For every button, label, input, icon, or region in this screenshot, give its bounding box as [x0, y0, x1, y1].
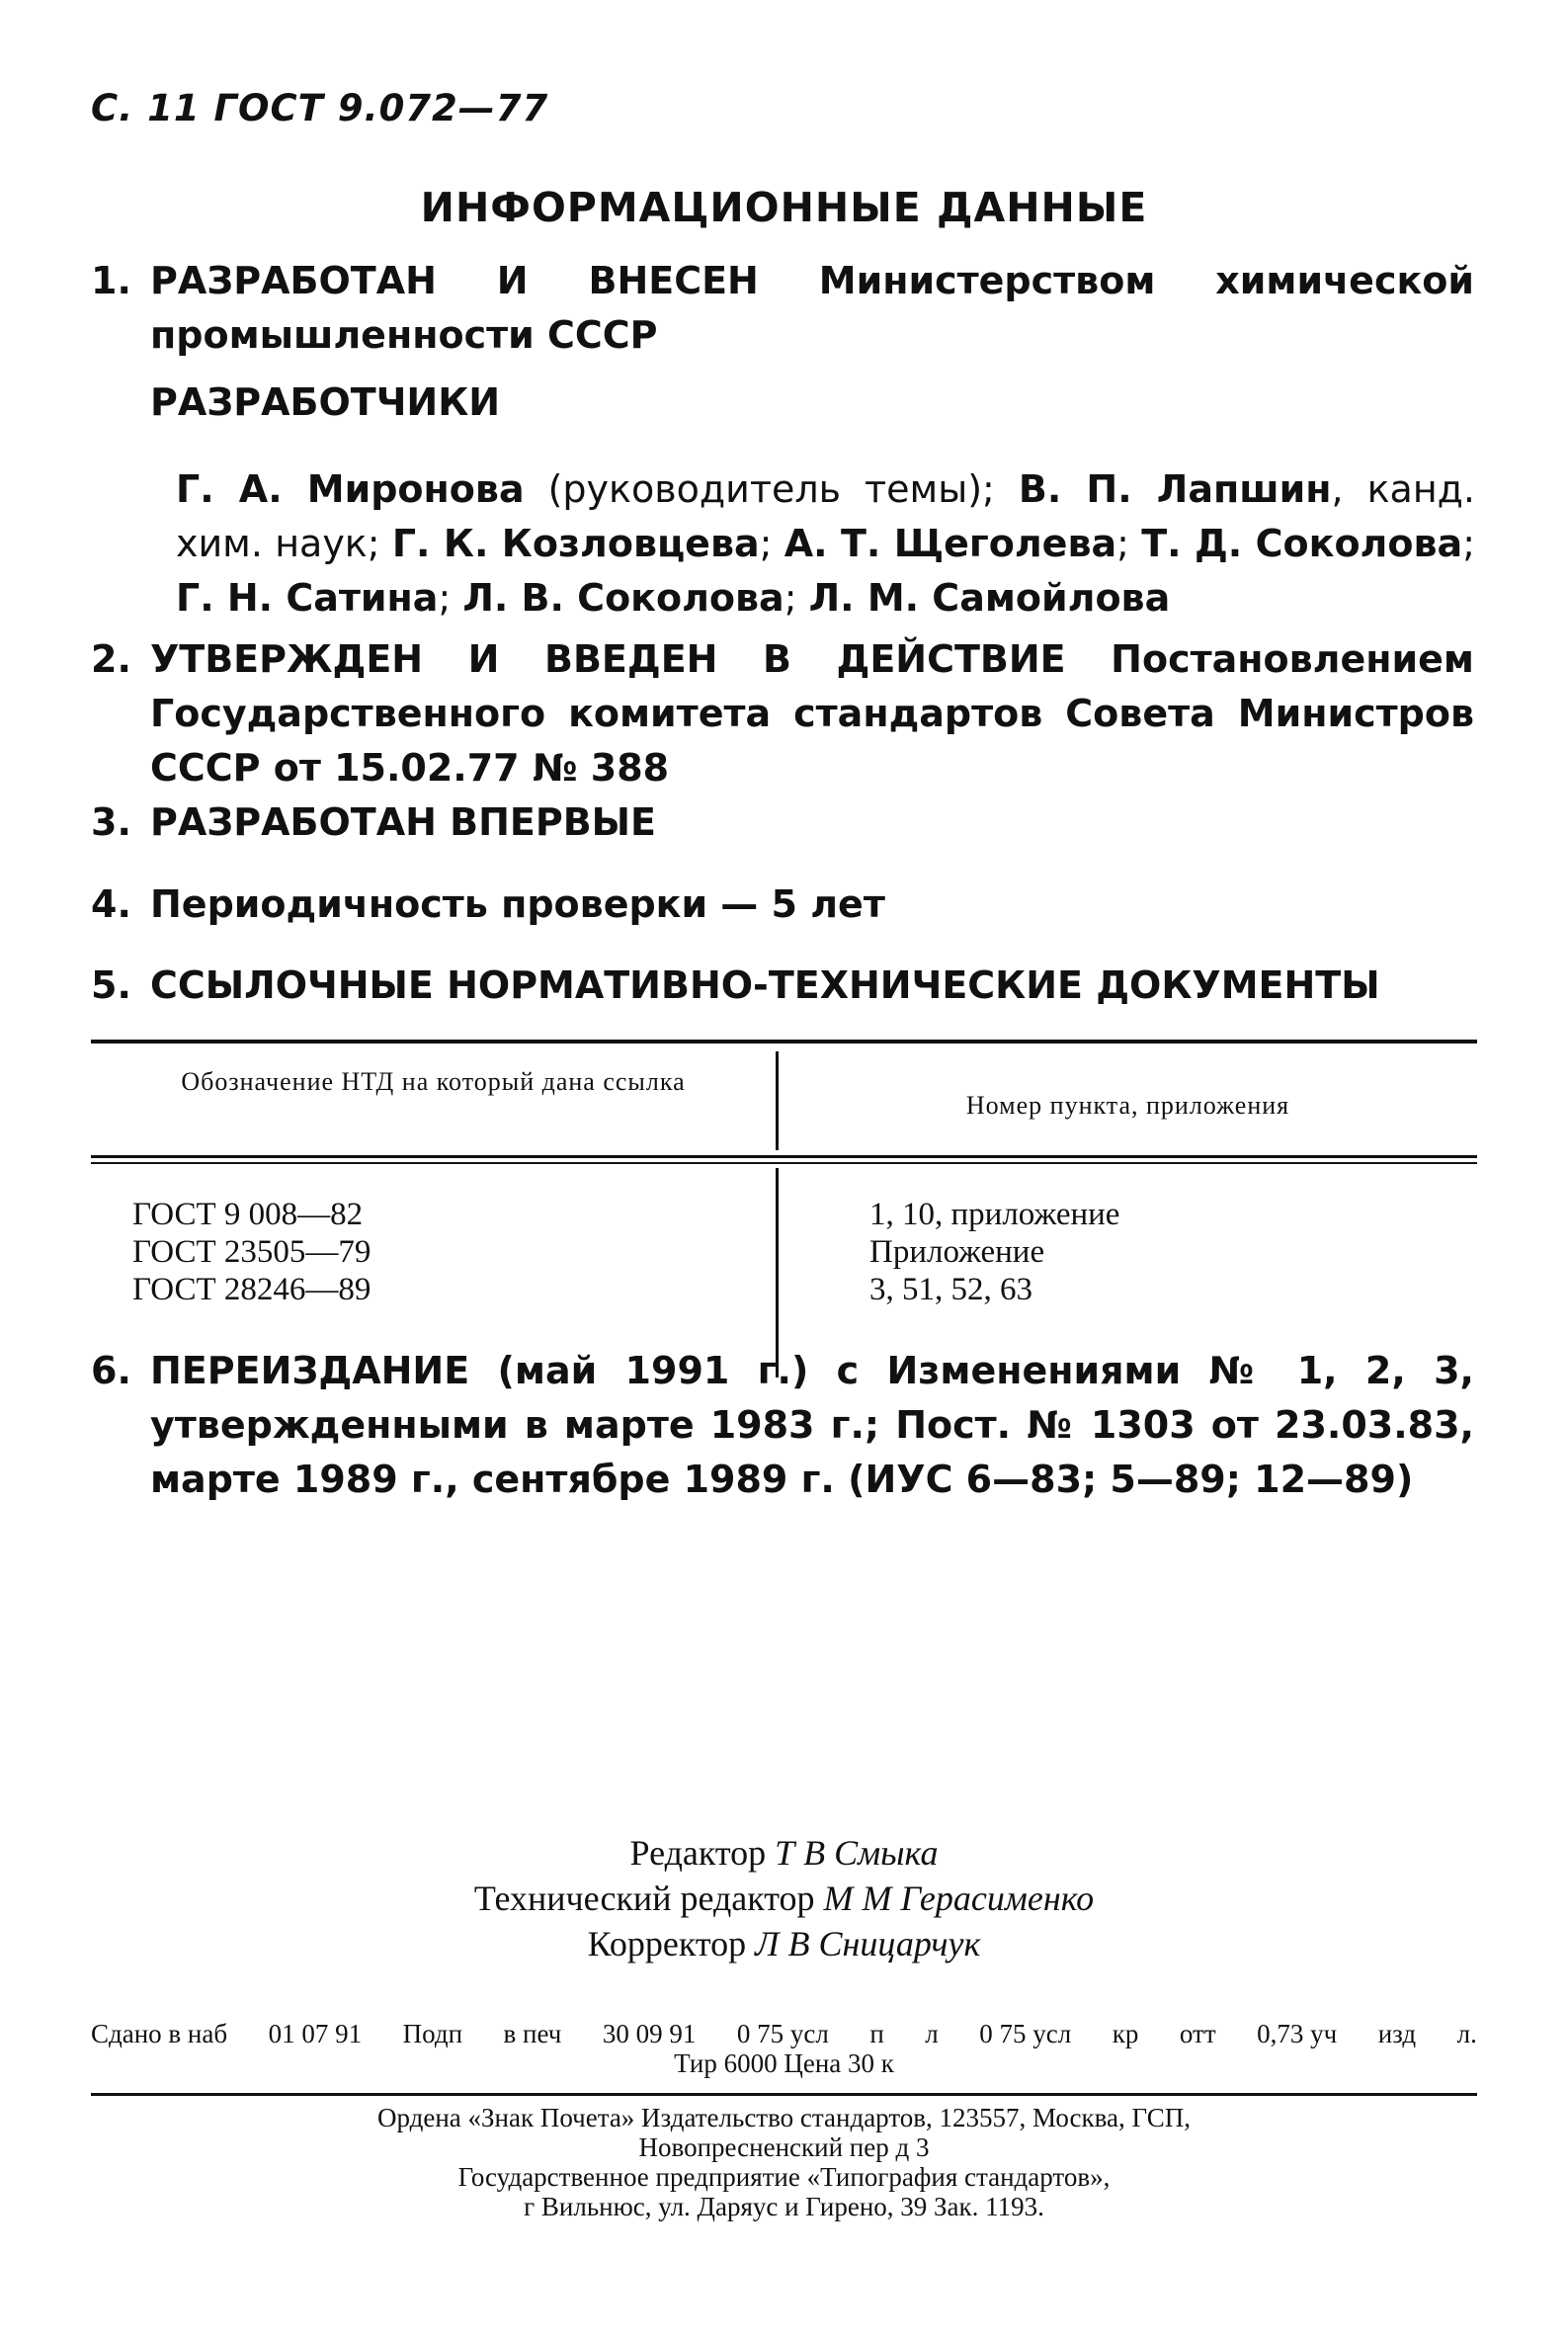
publisher-line: Ордена «Знак Почета» Издательство стандартов, 123557, Москва, ГСП, [376, 2103, 1192, 2132]
credit-role: Редактор [629, 1833, 767, 1873]
imprint-token: в печ [503, 2019, 562, 2048]
imprint-token: изд [1377, 2019, 1417, 2048]
table-cell: ГОСТ 23505—79 [132, 1234, 371, 1270]
imprint-token: 30 09 91 [602, 2019, 697, 2048]
print-imprint [91, 2019, 1477, 2078]
developer-note: ; [1116, 522, 1142, 565]
credit-editor [0, 1830, 1568, 1876]
item-lead: ССЫЛОЧНЫЕ НОРМАТИВНО-ТЕХНИЧЕСКИЕ ДОКУМЕНТЫ [150, 963, 1380, 1007]
credit-proofreader [0, 1921, 1568, 1966]
table-header-rule [91, 1155, 1477, 1158]
imprint-token: Подп [402, 2019, 463, 2048]
developer-name: Л. М. Самойлова [808, 576, 1171, 620]
developers-list [176, 462, 1475, 626]
table-cell: ГОСТ 9 008—82 [132, 1197, 364, 1232]
item-text: Министерством химической промышленности СССР [150, 259, 1474, 357]
page-header: С. 11 ГОСТ 9.072—77 [91, 87, 549, 129]
footer-rule [91, 2093, 1477, 2096]
info-item-5 [91, 959, 1474, 1013]
item-number: 5. [91, 963, 131, 1007]
item-number: 3. [91, 800, 131, 844]
publisher-line: Государственное предприятие «Типография стандартов», [457, 2162, 1111, 2192]
publisher-info [0, 2103, 1568, 2221]
item-number: 2. [91, 637, 131, 681]
item-number: 1. [91, 259, 131, 302]
imprint-line-2: Тир 6000 Цена 30 к [674, 2048, 894, 2078]
page-title: ИНФОРМАЦИОННЫЕ ДАННЫЕ [420, 184, 1148, 231]
imprint-token: 0 75 усл [979, 2019, 1072, 2048]
imprint-token: 0 75 усл [736, 2019, 829, 2048]
item-text: Постановлением Государственного комитета стандартов Совета Министров СССР от 15.02.77 № 388 [150, 637, 1474, 790]
table-cell: 3, 51, 52, 63 [869, 1272, 1032, 1307]
item-lead: РАЗРАБОТАН И ВНЕСЕН [150, 259, 759, 302]
item-lead: ПЕРЕИЗДАНИЕ [150, 1349, 470, 1392]
developer-name: А. Т. Щеголева [784, 522, 1117, 565]
developer-name: Г. Н. Сатина [176, 576, 439, 620]
credit-name: Т В Смыка [775, 1833, 939, 1873]
developer-name: Л. В. Соколова [462, 576, 784, 620]
table-top-rule [91, 1040, 1477, 1044]
info-item-2 [91, 632, 1474, 795]
info-item-3 [91, 795, 1474, 850]
developer-name: В. П. Лапшин [1018, 467, 1332, 511]
publisher-line: г Вильнюс, ул. Даряус и Гирено, 39 Зак. 1193. [524, 2192, 1044, 2221]
developer-note: (руководитель темы); [524, 467, 1019, 511]
item-number: 4. [91, 882, 131, 926]
table-header-rule-2 [91, 1162, 1477, 1164]
imprint-token: л. [1456, 2019, 1477, 2048]
publisher-line: Новопресненский пер д 3 [638, 2132, 930, 2162]
developer-note: ; [438, 576, 463, 620]
table-cell: ГОСТ 28246—89 [132, 1272, 371, 1307]
imprint-token: кр [1112, 2019, 1139, 2048]
item-lead: Периодичность проверки — 5 лет [150, 882, 885, 926]
table-header-clause: Номер пункта, приложения [965, 1091, 1290, 1120]
developer-note: ; [784, 576, 809, 620]
imprint-token: 01 07 91 [268, 2019, 363, 2048]
developer-note: , канд. хим. наук; [176, 467, 1476, 565]
credit-role: Корректор [587, 1924, 747, 1963]
reference-documents-table [91, 1040, 1477, 1328]
info-item-4 [91, 877, 1474, 932]
imprint-token: л [925, 2019, 939, 2048]
credit-role: Технический редактор [473, 1879, 815, 1918]
table-header-designation: Обозначение НТД на который дана ссылка [181, 1067, 686, 1096]
table-cell: Приложение [869, 1234, 1045, 1270]
item-lead: РАЗРАБОТАН ВПЕРВЫЕ [150, 800, 657, 844]
item-lead: УТВЕРЖДЕН И ВВЕДЕН В ДЕЙСТВИЕ [150, 637, 1066, 681]
developer-name: Г. К. Козловцева [391, 522, 760, 565]
imprint-token: п [869, 2019, 884, 2048]
imprint-line-1 [91, 2019, 1477, 2048]
developers-label: РАЗРАБОТЧИКИ [150, 380, 501, 424]
developer-note: ; [1462, 522, 1475, 565]
credit-name: Л В Сницарчук [755, 1924, 981, 1963]
table-cell: 1, 10, приложение [869, 1197, 1120, 1232]
credit-technical-editor [0, 1876, 1568, 1921]
table-column-clause [869, 1196, 1119, 1308]
info-item-1 [91, 254, 1474, 363]
developer-name: Г. А. Миронова [176, 467, 525, 511]
developer-note: ; [759, 522, 784, 565]
table-column-designation [132, 1196, 371, 1308]
imprint-token: отт [1179, 2019, 1216, 2048]
credit-name: М М Герасименко [823, 1879, 1095, 1918]
item-text: (май 1991 г.) с Изменениями № 1, 2, 3, утвержденными в марте 1983 г.; Пост. № 1303 от 23.03.83, марте 1989 г., сентябре 1989 г. (ИУС 6—83; 5—89; 12—89) [150, 1349, 1474, 1501]
info-item-6 [91, 1344, 1474, 1507]
imprint-token: 0,73 уч [1257, 2019, 1338, 2048]
item-number: 6. [91, 1349, 131, 1392]
developer-name: Т. Д. Соколова [1141, 522, 1463, 565]
imprint-token: Сдано в наб [91, 2019, 228, 2048]
